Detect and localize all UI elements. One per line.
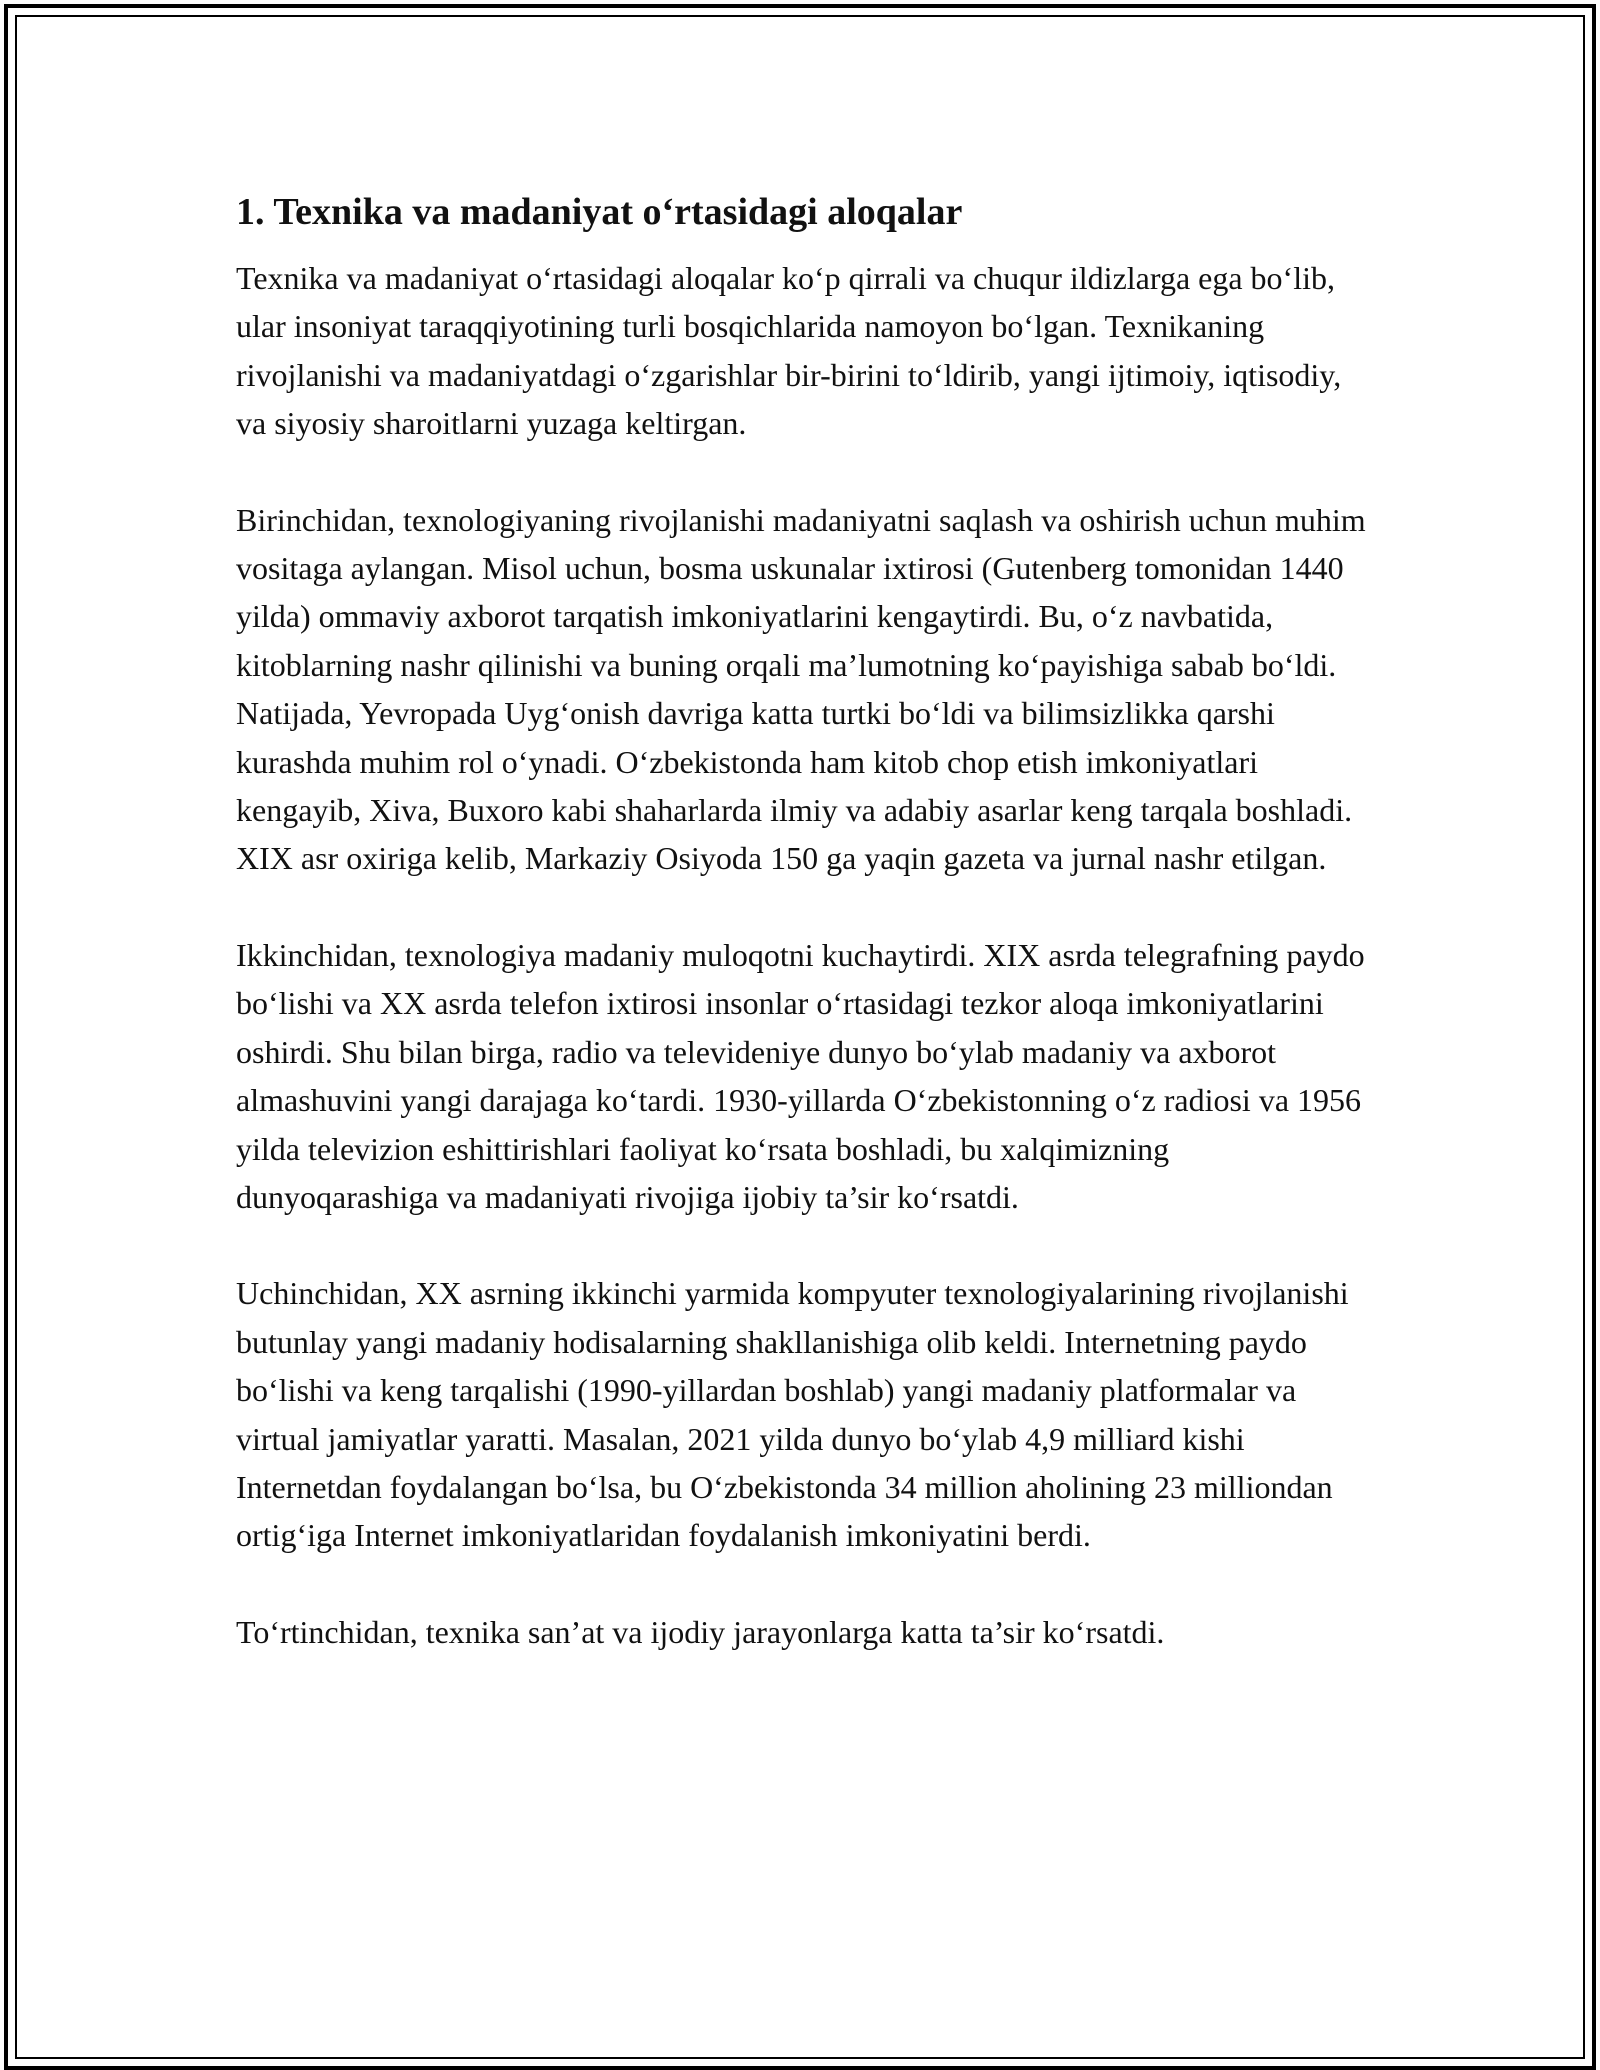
paragraph-fourth: To‘rtinchidan, texnika san’at va ijodiy jarayonlarga katta ta’sir ko‘rsatdi. <box>236 1613 1165 1650</box>
document-body <box>236 185 1366 1704</box>
paragraph-intro: Texnika va madaniyat o‘rtasidagi aloqalar ko‘p qirrali va chuqur ildizlarga ega bo‘lib, ular insoniyat taraqqiyotining turli bosqichlarida namoyon bo‘lgan. Texnikaning rivojlanishi va madaniyatdagi o‘zgarishlar bir-birini to‘ldirib, yangi ijtimoiy, iqtisodiy, va siyosiy sharoitlarni yuzaga keltirgan. <box>236 260 1342 442</box>
paragraph-first: Birinchidan, texnologiyaning rivojlanishi madaniyatni saqlash va oshirish uchun muhim vositaga aylangan. Misol uchun, bosma uskunalar ixtirosi (Gutenberg tomonidan 1440 yilda) ommaviy axborot tarqatish imkoniyatlarini kengaytirdi. Bu, o‘z navbatida, kitoblarning nashr qilinishi va buning orqali ma’lumotning ko‘payishiga sabab bo‘ldi. Natijada, Yevropada Uyg‘onish davriga katta turtki bo‘ldi va bilimsizlikka qarshi kurashda muhim rol o‘ynadi. O‘zbekistonda ham kitob chop etish imkoniyatlari kengayib, Xiva, Buxoro kabi shaharlarda ilmiy va adabiy asarlar keng tarqala boshladi. XIX asr oxiriga kelib, Markaziy Osiyoda 150 ga yaqin gazeta va jurnal nashr etilgan. <box>236 501 1366 877</box>
section-heading: 1. Texnika va madaniyat o‘rtasidagi aloqalar <box>236 191 963 233</box>
paragraph-third: Uchinchidan, XX asrning ikkinchi yarmida kompyuter texnologiyalarining rivojlanishi butunlay yangi madaniy hodisalarning shakllanishiga olib keldi. Internetning paydo bo‘lishi va keng tarqalishi (1990-yillardan boshlab) yangi madaniy platformalar va virtual jamiyatlar yaratti. Masalan, 2021 yilda dunyo bo‘ylab 4,9 milliard kishi Internetdan foydalangan bo‘lsa, bu O‘zbekistonda 34 million aholining 23 milliondan ortig‘iga Internet imkoniyatlaridan foydalanish imkoniyatini berdi. <box>236 1275 1349 1554</box>
paragraph-second: Ikkinchidan, texnologiya madaniy muloqotni kuchaytirdi. XIX asrda telegrafning paydo bo‘lishi va XX asrda telefon ixtirosi insonlar o‘rtasidagi tezkor aloqa imkoniyatlarini oshirdi. Shu bilan birga, radio va televideniye dunyo bo‘ylab madaniy va axborot almashuvini yangi darajaga ko‘tardi. 1930-yillarda O‘zbekistonning o‘z radiosi va 1956 yilda televizion eshittirishlari faoliyat ko‘rsata boshladi, bu xalqimizning dunyoqarashiga va madaniyati rivojiga ijobiy ta’sir ko‘rsatdi. <box>236 936 1365 1215</box>
